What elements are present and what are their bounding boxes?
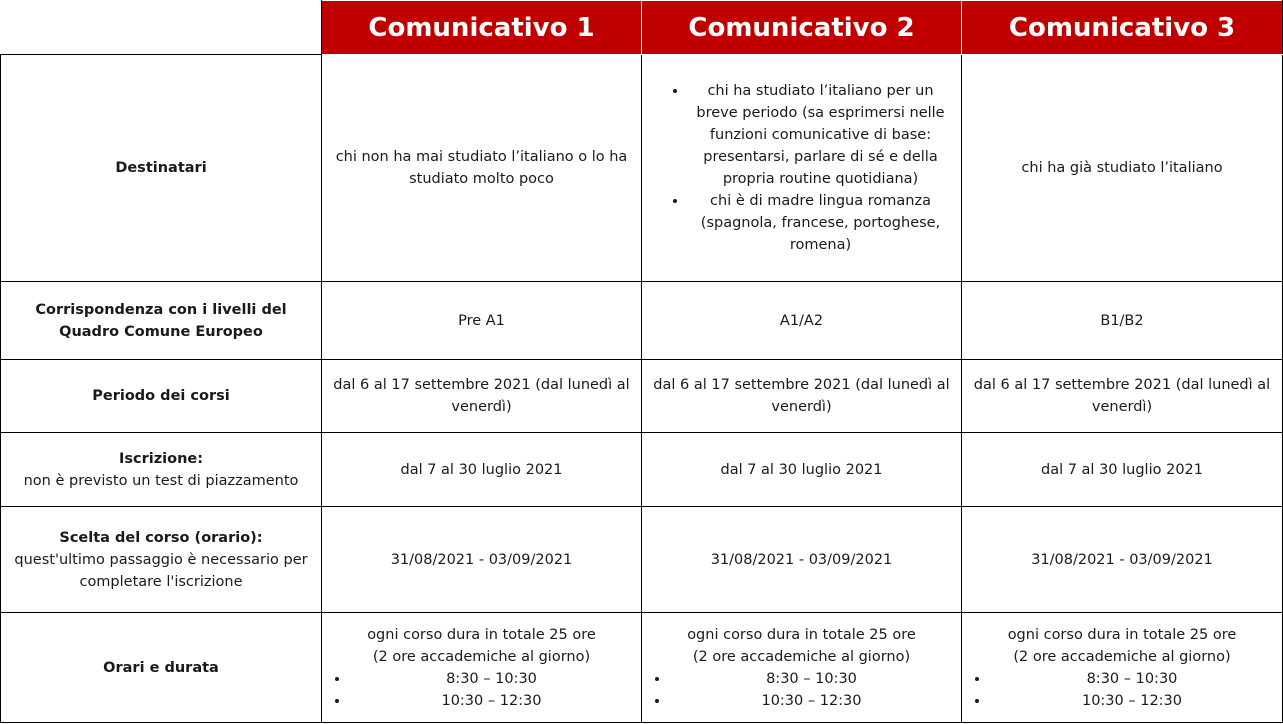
scelta-sublabel: quest'ultimo passaggio è necessario per completare l'iscrizione: [14, 551, 308, 590]
orari-line2: (2 ore accademiche al giorno): [692, 648, 911, 665]
orari-line2: (2 ore accademiche al giorno): [372, 648, 591, 665]
header-comunicativo-3: Comunicativo 3: [962, 1, 1283, 55]
row-destinatari: [1, 55, 1283, 282]
orari-slots: [970, 668, 1274, 712]
cell-livelli-c3: B1/B2: [962, 282, 1283, 360]
row-label-orari: Orari e durata: [1, 613, 322, 723]
cell-periodo-c3: dal 6 al 17 settembre 2021 (dal lunedì al venerdì): [962, 360, 1283, 433]
row-label-livelli: Corrispondenza con i livelli del Quadro Comune Europeo: [1, 282, 322, 360]
cell-destinatari-c2: [642, 55, 962, 282]
header-comunicativo-1: Comunicativo 1: [322, 1, 642, 55]
orari-line1: ogni corso dura in totale 25 ore: [367, 626, 596, 643]
list-item: • chi ha studiato l’italiano per un breve periodo (sa esprimersi nelle funzioni comunicative di base: presentarsi, parlare di sé e della propria routine quotidiana): [688, 80, 953, 190]
iscrizione-label: Iscrizione:: [118, 450, 204, 467]
header-comunicativo-2: Comunicativo 2: [642, 1, 962, 55]
cell-scelta-c1: 31/08/2021 - 03/09/2021: [322, 507, 642, 613]
row-scelta: [1, 507, 1283, 613]
row-label-destinatari: Destinatari: [1, 55, 322, 282]
list-item: • chi è di madre lingua romanza (spagnola, francese, portoghese, romena): [688, 190, 953, 256]
header-corner: [1, 1, 322, 55]
orari-line2: (2 ore accademiche al giorno): [1013, 648, 1231, 665]
cell-periodo-c1: dal 6 al 17 settembre 2021 (dal lunedì al venerdì): [322, 360, 642, 433]
list-item: • 8:30 – 10:30: [670, 668, 953, 690]
cell-orari-c1: [322, 613, 642, 723]
list-item: • 8:30 – 10:30: [350, 668, 633, 690]
cell-periodo-c2: dal 6 al 17 settembre 2021 (dal lunedì al venerdì): [642, 360, 962, 433]
cell-iscrizione-c3: dal 7 al 30 luglio 2021: [962, 433, 1283, 507]
cell-scelta-c2: 31/08/2021 - 03/09/2021: [642, 507, 962, 613]
orari-slots: [330, 668, 633, 712]
iscrizione-sublabel: non è previsto un test di piazzamento: [23, 472, 299, 489]
row-livelli: [1, 282, 1283, 360]
cell-iscrizione-c2: dal 7 al 30 luglio 2021: [642, 433, 962, 507]
row-label-periodo: Periodo dei corsi: [1, 360, 322, 433]
orari-line1: ogni corso dura in totale 25 ore: [687, 626, 916, 643]
orari-line1: ogni corso dura in totale 25 ore: [1007, 626, 1237, 643]
scelta-label: Scelta del corso (orario):: [59, 529, 263, 546]
cell-orari-c2: [642, 613, 962, 723]
cell-livelli-c2: A1/A2: [642, 282, 962, 360]
cell-livelli-c1: Pre A1: [322, 282, 642, 360]
list-item: • 10:30 – 12:30: [990, 690, 1274, 712]
cell-destinatari-c3: chi ha già studiato l’italiano: [962, 55, 1283, 282]
cell-destinatari-c1: chi non ha mai studiato l’italiano o lo ha studiato molto poco: [322, 55, 642, 282]
list-item: • 8:30 – 10:30: [990, 668, 1274, 690]
cell-orari-c3: [962, 613, 1283, 723]
list-item: • 10:30 – 12:30: [350, 690, 633, 712]
orari-slots: [650, 668, 953, 712]
destinatari-c2-list: [650, 80, 953, 256]
row-label-iscrizione: [1, 433, 322, 507]
row-periodo: [1, 360, 1283, 433]
row-iscrizione: [1, 433, 1283, 507]
row-orari: [1, 613, 1283, 723]
header-row: [1, 1, 1283, 55]
row-label-scelta: [1, 507, 322, 613]
cell-iscrizione-c1: dal 7 al 30 luglio 2021: [322, 433, 642, 507]
list-item: • 10:30 – 12:30: [670, 690, 953, 712]
cell-scelta-c3: 31/08/2021 - 03/09/2021: [962, 507, 1283, 613]
